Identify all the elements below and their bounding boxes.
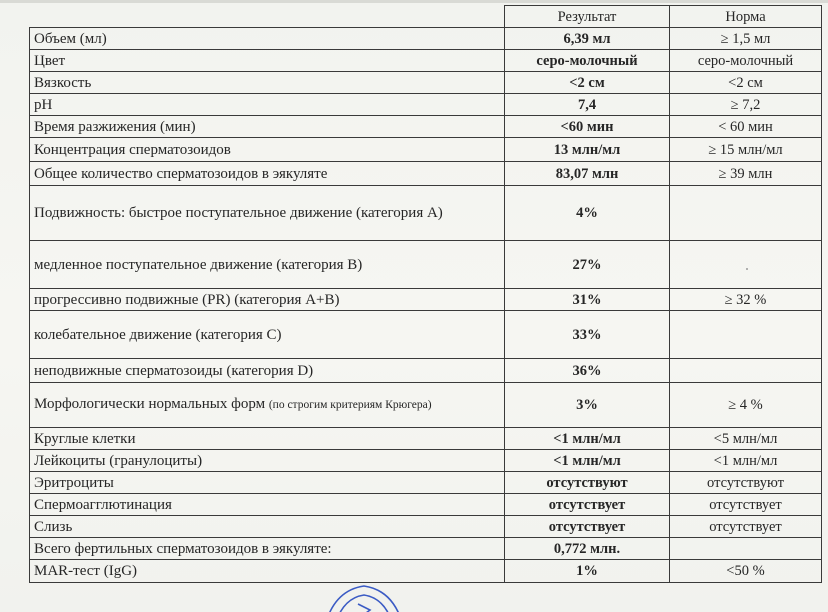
row-result: серо-молочный [505, 50, 670, 72]
row-norm: ≥ 4 % [670, 383, 822, 428]
row-norm [670, 359, 822, 383]
row-parameter: Эритроциты [30, 472, 505, 494]
row-parameter: Общее количество сперматозоидов в эякуляте [30, 162, 505, 186]
row-result: 7,4 [505, 94, 670, 116]
row-norm [670, 538, 822, 560]
row-parameter [30, 383, 505, 428]
row-parameter: Подвижность: быстрое поступательное движение (категория А) [30, 186, 505, 241]
row-parameter: Вязкость [30, 72, 505, 94]
table-row [30, 186, 822, 241]
row-parameter: Концентрация сперматозоидов [30, 138, 505, 162]
row-parameter: Лейкоциты (гранулоциты) [30, 450, 505, 472]
row-result: <1 млн/мл [505, 428, 670, 450]
row-result: 83,07 млн [505, 162, 670, 186]
row-norm: ≥ 7,2 [670, 94, 822, 116]
table-row [30, 241, 822, 289]
row-parameter: pH [30, 94, 505, 116]
row-result: 1% [505, 560, 670, 583]
row-result: 3% [505, 383, 670, 428]
table-row [30, 116, 822, 138]
official-stamp [318, 582, 410, 612]
row-result: <60 мин [505, 116, 670, 138]
row-result: <1 млн/мл [505, 450, 670, 472]
table-row [30, 472, 822, 494]
header-norm: Норма [670, 6, 822, 28]
table-row [30, 289, 822, 311]
table-row [30, 311, 822, 359]
stamp-rings [326, 586, 402, 612]
stamp-seal-icon [318, 582, 410, 612]
row-parameter: колебательное движение (категория С) [30, 311, 505, 359]
row-parameter: Спермоагглютинация [30, 494, 505, 516]
row-parameter: Время разжижения (мин) [30, 116, 505, 138]
row-result: отсутствуют [505, 472, 670, 494]
row-norm: <1 млн/мл [670, 450, 822, 472]
row-norm [670, 311, 822, 359]
table-row [30, 450, 822, 472]
table-row [30, 494, 822, 516]
table-row [30, 383, 822, 428]
row-result: отсутствует [505, 516, 670, 538]
table-row [30, 560, 822, 583]
table-row [30, 428, 822, 450]
row-norm: ≥ 39 млн [670, 162, 822, 186]
row-parameter: MAR-тест (IgG) [30, 560, 505, 583]
semen-analysis-table [29, 5, 822, 583]
row-result: 4% [505, 186, 670, 241]
row-result: отсутствует [505, 494, 670, 516]
table-row [30, 138, 822, 162]
row-norm: отсутствует [670, 516, 822, 538]
row-norm: <2 см [670, 72, 822, 94]
row-norm: отсутствуют [670, 472, 822, 494]
table-header-row [30, 6, 822, 28]
table-row [30, 94, 822, 116]
row-parameter: Объем (мл) [30, 28, 505, 50]
row-norm: < 60 мин [670, 116, 822, 138]
row-norm: ≥ 1,5 мл [670, 28, 822, 50]
table-row [30, 162, 822, 186]
header-result: Результат [505, 6, 670, 28]
stamp-outer-arc [326, 586, 402, 612]
row-parameter: Всего фертильных сперматозоидов в эякуляте: [30, 538, 505, 560]
scan-speck [746, 268, 748, 270]
stamp-mark [358, 604, 374, 612]
top-edge [0, 0, 828, 3]
table-row [30, 516, 822, 538]
row-result: <2 см [505, 72, 670, 94]
row-norm: ≥ 15 млн/мл [670, 138, 822, 162]
row-result: 13 млн/мл [505, 138, 670, 162]
row-result: 27% [505, 241, 670, 289]
stamp-inner-arc [336, 595, 392, 612]
row-result: 31% [505, 289, 670, 311]
table-row [30, 72, 822, 94]
row-norm: <50 % [670, 560, 822, 583]
row-norm: серо-молочный [670, 50, 822, 72]
table-row [30, 538, 822, 560]
row-norm [670, 186, 822, 241]
table-row [30, 359, 822, 383]
row-parameter: Круглые клетки [30, 428, 505, 450]
row-parameter: Слизь [30, 516, 505, 538]
row-norm: отсутствует [670, 494, 822, 516]
row-result: 6,39 мл [505, 28, 670, 50]
row-parameter: прогрессивно подвижные (PR) (категория А+В) [30, 289, 505, 311]
row-result: 36% [505, 359, 670, 383]
header-parameter [30, 6, 505, 28]
row-parameter: неподвижные сперматозоиды (категория D) [30, 359, 505, 383]
row-result: 0,772 млн. [505, 538, 670, 560]
table-row [30, 50, 822, 72]
table-row [30, 28, 822, 50]
row-parameter: медленное поступательное движение (категория В) [30, 241, 505, 289]
row-norm: <5 млн/мл [670, 428, 822, 450]
row-parameter: Цвет [30, 50, 505, 72]
row-norm: ≥ 32 % [670, 289, 822, 311]
row-result: 33% [505, 311, 670, 359]
row-norm [670, 241, 822, 289]
morphology-label: Морфологически нормальных форм [34, 396, 266, 412]
morphology-criteria-note: (по строгим критериям Крюгера) [268, 399, 432, 411]
